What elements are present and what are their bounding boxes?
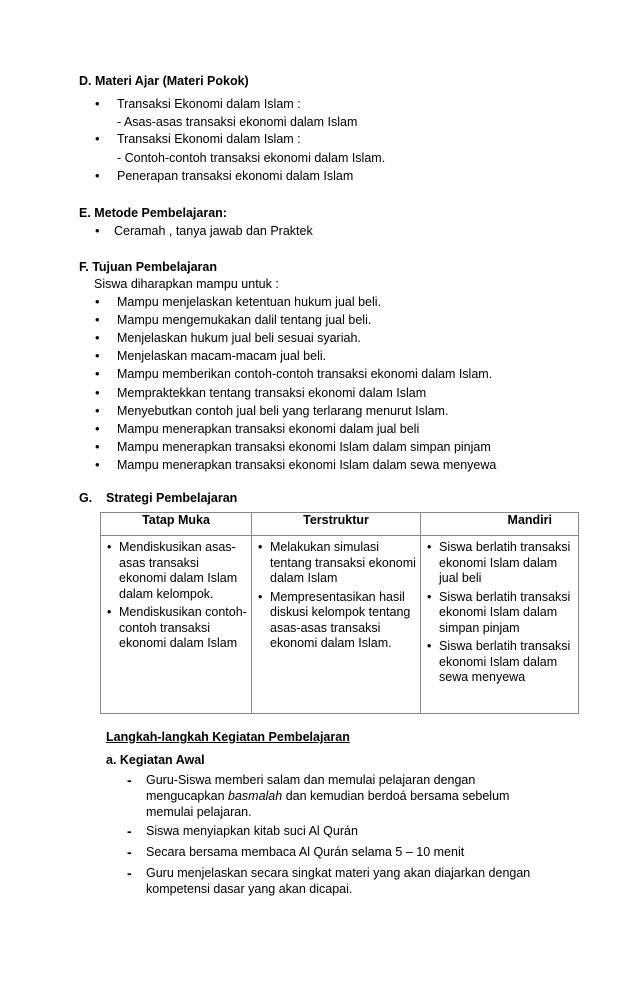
section-g-heading: Strategi Pembelajaran: [106, 491, 238, 505]
bullet-icon: •: [95, 421, 100, 436]
list-item: Mampu menjelaskan ketentuan hukum jual beli.: [117, 295, 382, 309]
bullet-icon: •: [258, 540, 263, 554]
bullet-icon: •: [95, 457, 100, 472]
bullet-icon: •: [95, 348, 100, 363]
table-cell-mandiri: [421, 536, 579, 714]
list-item: Menjelaskan macam-macam jual beli.: [117, 349, 327, 363]
list-item: Menyebutkan contoh jual beli yang terlarang menurut Islam.: [117, 404, 449, 418]
step-line: kompetensi dasar yang akan dicapai.: [146, 882, 353, 896]
cell-text: Mempresentasikan hasil diskusi kelompok tentang asas-asas transaksi ekonomi dalam Islam.: [270, 589, 411, 650]
step-line: [146, 788, 509, 804]
section-g-letter: G.: [79, 491, 93, 505]
section-e-heading: E. Metode Pembelajaran:: [79, 206, 227, 220]
cell-text: Mendiskusikan asas-asas transaksi ekonomi dalam Islam dalam kelompok.: [119, 540, 238, 601]
step-italic: basmalah: [228, 789, 283, 803]
bullet-icon: •: [95, 366, 100, 381]
list-item: [258, 540, 416, 587]
dash-icon: -: [127, 844, 132, 860]
dash-icon: -: [127, 772, 132, 788]
list-item: - Asas-asas transaksi ekonomi dalam Islam: [117, 115, 358, 129]
list-item: - Contoh-contoh transaksi ekonomi dalam Islam.: [117, 151, 386, 165]
step-line: Guru-Siswa memberi salam dan memulai pelajaran dengan: [146, 773, 476, 787]
bullet-icon: •: [427, 639, 432, 653]
list-item: Mampu menerapkan transaksi ekonomi Islam dalam sewa menyewa: [117, 458, 497, 472]
step-line: Siswa menyiapkan kitab suci Al Qurán: [146, 824, 358, 838]
cell-text: Siswa berlatih transaksi ekonomi Islam dalam simpan pinjam: [439, 589, 571, 635]
list-item: Menjelaskan hukum jual beli sesuai syariah.: [117, 331, 361, 345]
bullet-icon: •: [95, 294, 100, 309]
bullet-icon: •: [95, 330, 100, 345]
table-cell-terstruktur: [252, 536, 421, 714]
bullet-icon: •: [95, 439, 100, 454]
kegiatan-awal-heading: a. Kegiatan Awal: [106, 753, 205, 767]
list-item: [107, 540, 247, 602]
table-header: Tatap Muka: [101, 513, 252, 536]
bullet-icon: •: [95, 385, 100, 400]
table-header: Terstruktur: [252, 513, 421, 536]
list-item: [427, 540, 574, 587]
list-item: Penerapan transaksi ekonomi dalam Islam: [117, 169, 354, 183]
list-item: [258, 590, 416, 652]
list-item: Mampu menerapkan transaksi ekonomi dalam jual beli: [117, 422, 420, 436]
bullet-icon: •: [427, 589, 432, 604]
step-line: Secara bersama membaca Al Qurán selama 5 – 10 menit: [146, 845, 465, 859]
bullet-icon: •: [95, 168, 100, 183]
cell-text: Mendiskusikan contoh-contoh transaksi ekonomi dalam Islam: [119, 605, 247, 650]
list-item: [427, 639, 574, 686]
bullet-icon: •: [427, 540, 432, 554]
list-item: Mampu mengemukakan dalil tentang jual beli.: [117, 313, 372, 327]
bullet-icon: •: [95, 131, 100, 146]
list-item: Transaksi Ekonomi dalam Islam :: [117, 132, 301, 146]
list-item: [107, 605, 247, 652]
section-d-heading: D. Materi Ajar (Materi Pokok): [79, 74, 249, 88]
dash-icon: -: [127, 865, 132, 881]
list-item: Transaksi Ekonomi dalam Islam :: [117, 97, 301, 111]
langkah-heading: Langkah-langkah Kegiatan Pembelajaran: [106, 730, 350, 744]
bullet-icon: •: [258, 589, 263, 604]
step-text: mengucapkan: [146, 789, 229, 803]
list-item: Ceramah , tanya jawab dan Praktek: [114, 224, 313, 238]
table-header: Mandiri: [421, 513, 579, 536]
step-line: memulai pelajaran.: [146, 805, 252, 819]
bullet-icon: •: [95, 312, 100, 327]
list-item: Mempraktekkan tentang transaksi ekonomi dalam Islam: [117, 386, 427, 400]
bullet-icon: •: [95, 403, 100, 418]
cell-text: Siswa berlatih transaksi ekonomi Islam dalam sewa menyewa: [439, 639, 571, 684]
strategy-table: [100, 512, 579, 714]
dash-icon: -: [127, 823, 132, 839]
bullet-icon: •: [107, 540, 112, 554]
cell-text: Siswa berlatih transaksi ekonomi Islam dalam jual beli: [439, 540, 571, 585]
list-item: Mampu memberikan contoh-contoh transaksi ekonomi dalam Islam.: [117, 367, 493, 381]
table-cell-tatap-muka: [101, 536, 252, 714]
bullet-icon: •: [95, 96, 100, 111]
cell-text: Melakukan simulasi tentang transaksi ekonomi dalam Islam: [270, 540, 416, 585]
bullet-icon: •: [107, 605, 112, 619]
section-f-intro: Siswa diharapkan mampu untuk :: [94, 277, 279, 291]
list-item: [427, 590, 574, 637]
section-f-heading: F. Tujuan Pembelajaran: [79, 260, 218, 274]
step-text: dan kemudian berdoá bersama sebelum: [282, 789, 510, 803]
bullet-icon: •: [95, 223, 100, 238]
step-line: Guru menjelaskan secara singkat materi yang akan diajarkan dengan: [146, 866, 531, 880]
list-item: Mampu menerapkan transaksi ekonomi Islam dalam simpan pinjam: [117, 440, 491, 454]
